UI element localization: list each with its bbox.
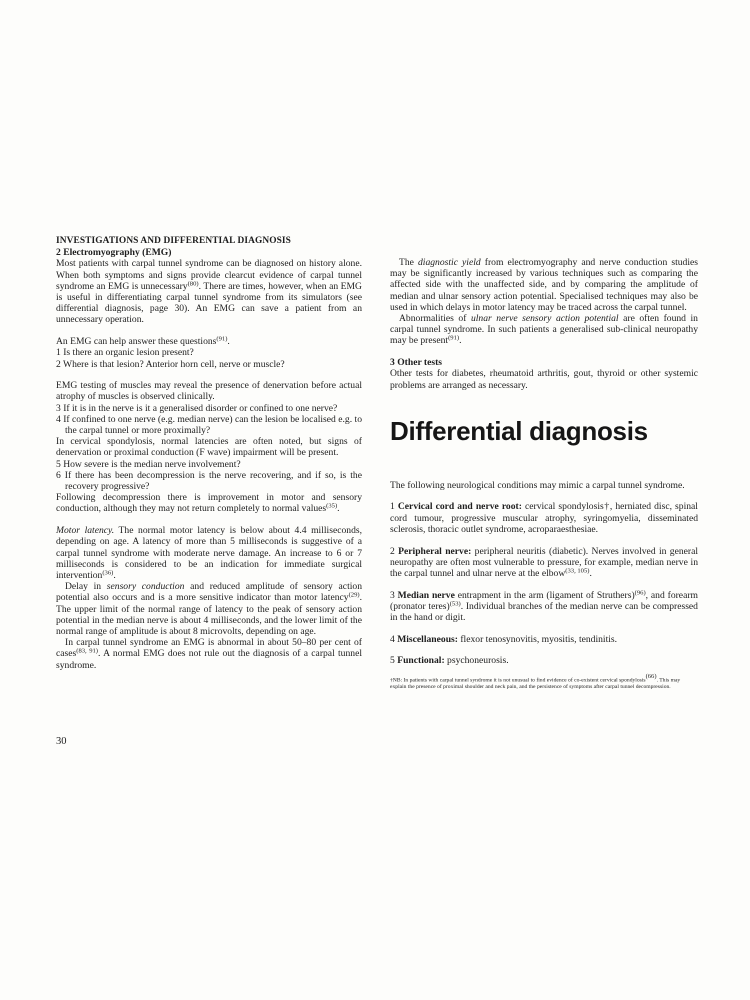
- citation: (29): [348, 591, 360, 599]
- page-number: 30: [56, 736, 67, 747]
- questions-intro: An EMG can help answer these questions$^{(91)}$.: [56, 335, 230, 348]
- footnote: †NB: In patients with carpal tunnel syndrome it is not unusual to find evidence of co-existent cervical spondylosis$^{(66)}$. This may explain the presence of proximal shoulder and neck pain, and the persistence of symptoms after carpal tunnel decompression.: [390, 673, 681, 691]
- question-item: 5 How severe is the median nerve involvement?: [56, 458, 241, 470]
- muscle-testing-paragraph: EMG testing of muscles may reveal the presence of denervation before actual atrophy of muscles is observed clinically.: [56, 380, 362, 403]
- citation: (33, 105): [565, 567, 590, 575]
- citation: (35): [326, 502, 338, 510]
- spondylosis-paragraph: In cervical spondylosis, normal latencies are often noted, but signs of denervation or proximal conduction (F wave) impairment will be present.: [56, 436, 362, 459]
- sensory-conduction-paragraph: Delay in sensory conduction and reduced amplitude of sensory action potential also occurs and is a more sensitive indicator than motor latency$^{(29)}$. The upper limit of the normal range of latency to the peak of sensory action potential in the median nerve is about 4 milliseconds, and the lower limit of the normal range of amplitude is about 8 microvolts, depending on age.: [56, 581, 362, 637]
- citation: (91): [216, 335, 228, 343]
- abnormal-emg-paragraph: In carpal tunnel syndrome an EMG is abnormal in about 50–80 per cent of cases$^{(83, 91)}$. A normal EMG does not rule out the diagnosis of a carpal tunnel syndrome.: [56, 637, 362, 671]
- differential-item-peripheral: 2 Peripheral nerve: peripheral neuritis (diabetic). Nerves involved in general neuropathy are often most vulnerable to pressure, for example, median nerve in the carpal tunnel and ulnar nerve at the elbow$^{(33, 105)}$.: [390, 545, 698, 579]
- ulnar-paragraph: Abnormalities of ulnar nerve sensory action potential are often found in carpal tunnel syndrome. In such patients a generalised sub-clinical neuropathy may be present$^{(91)}$.: [390, 313, 698, 347]
- decompression-paragraph: Following decompression there is improvement in motor and sensory conduction, although they may not return completely to normal values$^{(35)}$.: [56, 492, 362, 515]
- question-item: 3 If it is in the nerve is it a generalised disorder or confined to one nerve?: [56, 402, 338, 414]
- section-heading: INVESTIGATIONS AND DIFFERENTIAL DIAGNOSIS: [56, 236, 291, 246]
- differential-item-median: 3 Median nerve entrapment in the arm (ligament of Struthers)$^{(96)}$, and forearm (pronator teres)$^{(53)}$. Individual branches of the median nerve can be compressed in the hand or digit.: [390, 589, 698, 624]
- differential-diagnosis-title: Differential diagnosis: [390, 415, 648, 446]
- citation: (53): [449, 600, 461, 608]
- other-tests-heading: 3 Other tests: [390, 357, 443, 369]
- citation: (91): [448, 334, 460, 342]
- differential-item-functional: 5 Functional: psychoneurosis.: [390, 655, 509, 667]
- citation: (80): [187, 280, 199, 288]
- citation: (96): [634, 589, 646, 597]
- differential-intro: The following neurological conditions may mimic a carpal tunnel syndrome.: [390, 479, 685, 491]
- left-column: [56, 236, 362, 671]
- question-item: 2 Where is that lesion? Anterior horn cell, nerve or muscle?: [56, 358, 285, 370]
- other-tests-paragraph: Other tests for diabetes, rheumatoid arthritis, gout, thyroid or other systemic problems are arranged as necessary.: [390, 368, 698, 391]
- question-item: 4 If confined to one nerve (e.g. median nerve) can the lesion be localised e.g. to the carpal tunnel or more proximally?: [56, 413, 362, 437]
- right-column: [390, 257, 698, 691]
- differential-item-miscellaneous: 4 Miscellaneous: flexor tenosynovitis, myositis, tendinitis.: [390, 633, 618, 645]
- diagnostic-yield-paragraph: The diagnostic yield from electromyography and nerve conduction studies may be significantly increased by various techniques such as comparing the affected side with the unaffected side, and by comparing the amplitude of median and ulnar sensory action potential. Specialised techniques may also be used in which delays in motor latency may be traced across the carpal tunnel.: [390, 257, 698, 313]
- question-item: 1 Is there an organic lesion present?: [56, 347, 194, 359]
- emg-heading: 2 Electromyography (EMG): [56, 247, 172, 259]
- citation: (66): [645, 673, 657, 681]
- differential-item-cervical: 1 Cervical cord and nerve root: cervical spondylosis†, herniated disc, spinal cord tumour, progressive muscular atrophy, syringomyelia, disseminated sclerosis, thoracic outlet syndrome, acroparaesthesiae.: [390, 501, 698, 535]
- question-item: 6 If there has been decompression is the nerve recovering, and if so, is the recovery progressive?: [56, 469, 362, 493]
- citation: (83, 91): [76, 647, 99, 655]
- motor-latency-label: Motor latency.: [56, 525, 115, 537]
- citation: (36): [102, 569, 114, 577]
- emg-intro-paragraph: Most patients with carpal tunnel syndrome can be diagnosed on history alone. When both symptoms and signs provide clearcut evidence of carpal tunnel syndrome an EMG is unnecessary$^{(80)}$. There are times, however, when an EMG is useful in differentiating carpal tunnel syndrome from its simulators (see differential diagnosis, page 30). An EMG can save a patient from an unnecessary operation.: [56, 258, 362, 326]
- motor-latency-paragraph: Motor latency. The normal motor latency is below about 4.4 milliseconds, depending on age. A latency of more than 5 milliseconds is suggestive of a carpal tunnel syndrome with moderate nerve damage. An increase to 6 or 7 milliseconds is considered to be an indication for immediate surgical intervention$^{(36)}$.: [56, 525, 362, 581]
